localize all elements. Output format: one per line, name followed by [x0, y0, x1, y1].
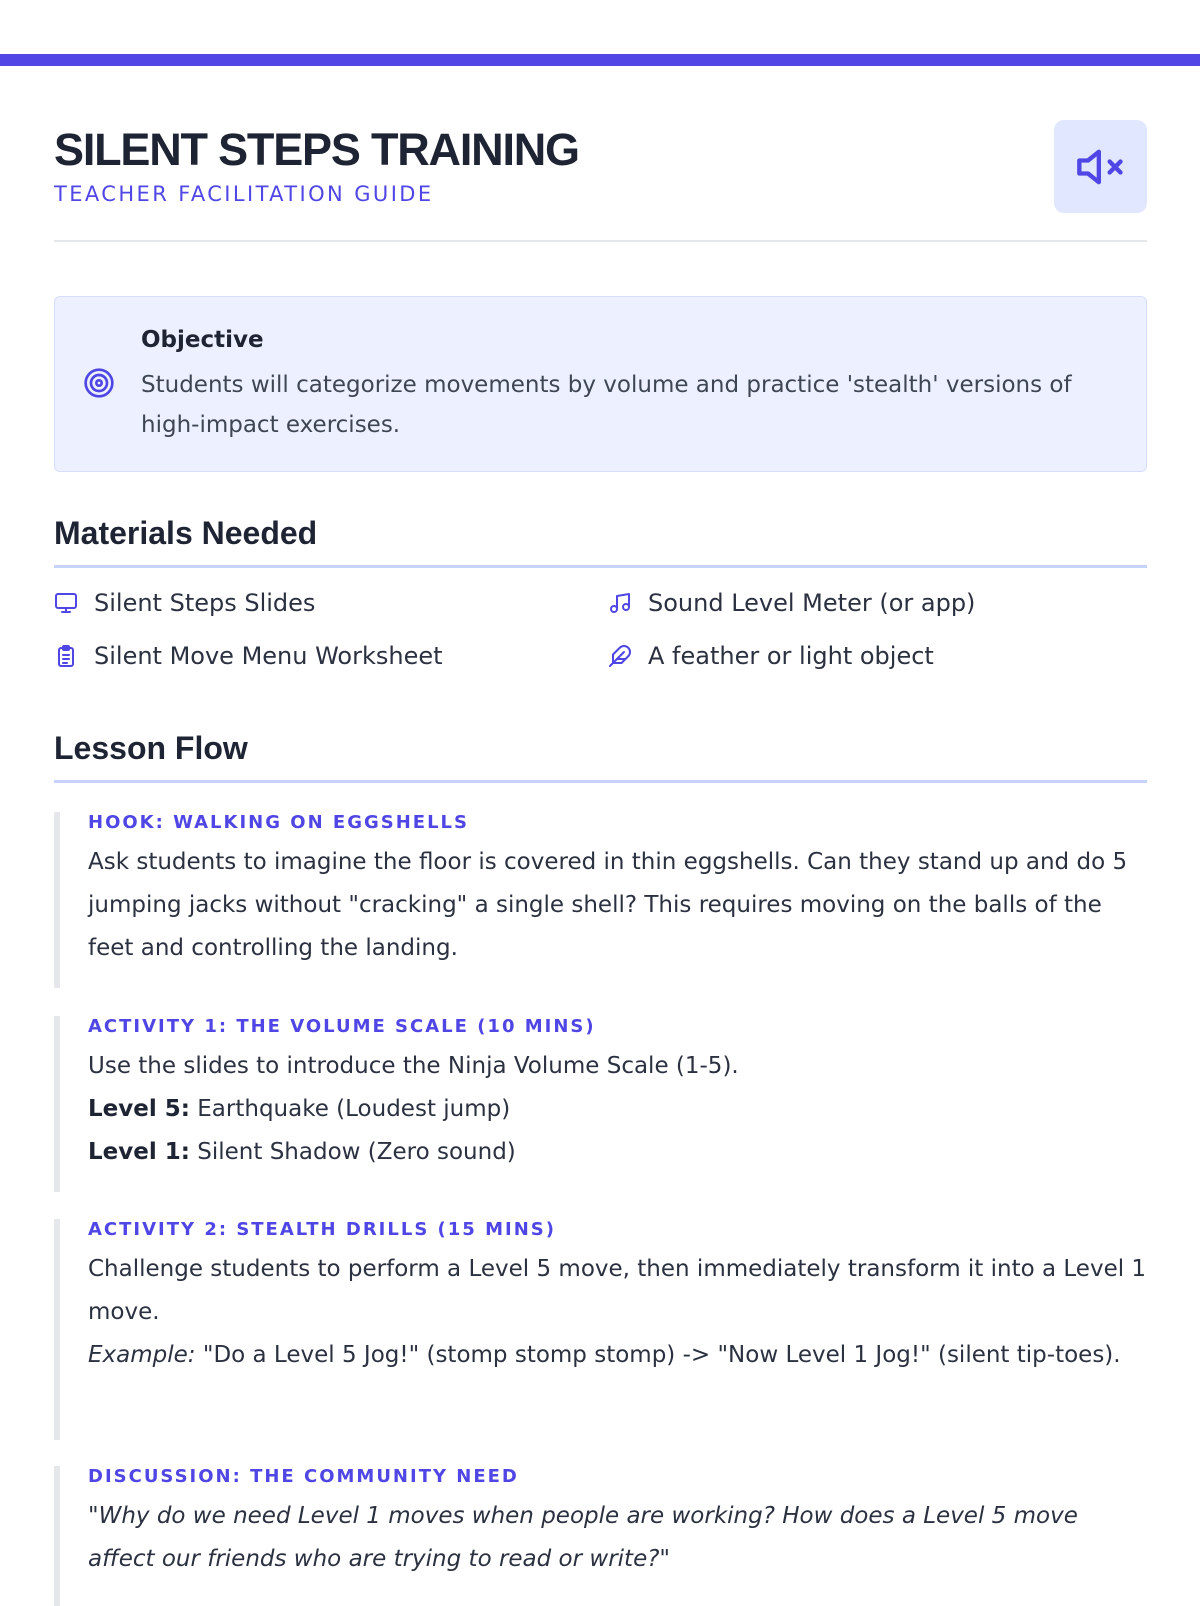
example-label: Example: — [88, 1342, 196, 1368]
volume-mute-icon — [1075, 141, 1127, 193]
discussion-quote: "Why do we need Level 1 moves when people are working? How does a Level 5 move affect our friends who are trying to read or write?" — [88, 1503, 1078, 1572]
music-note-icon — [608, 591, 632, 615]
target-icon — [83, 367, 115, 399]
material-label: Silent Steps Slides — [94, 589, 316, 617]
step-hook — [54, 812, 1147, 988]
level-5-line — [88, 1088, 1147, 1131]
lesson-flow-heading: Lesson Flow — [54, 730, 1147, 783]
page-title: SILENT STEPS TRAINING — [54, 124, 579, 175]
level-1-text: Silent Shadow (Zero sound) — [197, 1139, 516, 1165]
guide-page — [54, 66, 1147, 1572]
page-subtitle: TEACHER FACILITATION GUIDE — [54, 182, 434, 206]
step-text — [88, 1248, 1147, 1377]
objective-title: Objective — [141, 327, 264, 353]
level-5-label: Level 5: — [88, 1096, 190, 1122]
page-header — [54, 66, 1147, 242]
objective-text: Students will categorize movements by volume and practice 'stealth' versions of high-impact exercises. — [141, 372, 1072, 438]
activity-text: Challenge students to perform a Level 5 move, then immediately transform it into a Level 1 move. — [88, 1256, 1147, 1325]
material-item-feather — [608, 642, 934, 670]
material-label: Sound Level Meter (or app) — [648, 589, 976, 617]
monitor-icon — [54, 591, 78, 615]
level-1-label: Level 1: — [88, 1139, 190, 1165]
objective-card — [54, 296, 1147, 472]
material-item-slides — [54, 589, 315, 617]
step-text: Ask students to imagine the floor is covered in thin eggshells. Can they stand up and do 5 jumping jacks without "cracking" a single shell? This requires moving on the balls of the feet and controlling the landing. — [88, 849, 1128, 961]
step-text — [88, 1045, 1147, 1174]
materials-heading: Materials Needed — [54, 515, 1147, 568]
level-5-text: Earthquake (Loudest jump) — [197, 1096, 511, 1122]
step-activity-1 — [54, 1016, 1147, 1192]
activity-intro: Use the slides to introduce the Ninja Volume Scale (1-5). — [88, 1053, 739, 1079]
step-label: ACTIVITY 2: STEALTH DRILLS (15 MINS) — [88, 1219, 556, 1240]
step-activity-2 — [54, 1219, 1147, 1440]
step-label: DISCUSSION: THE COMMUNITY NEED — [88, 1466, 519, 1487]
mute-button[interactable] — [1054, 120, 1147, 213]
example-text: "Do a Level 5 Jog!" (stomp stomp stomp) -> "Now Level 1 Jog!" (silent tip-toes). — [202, 1342, 1121, 1368]
step-label: ACTIVITY 1: THE VOLUME SCALE (10 MINS) — [88, 1016, 596, 1037]
step-discussion — [54, 1466, 1147, 1606]
material-label: Silent Move Menu Worksheet — [94, 642, 443, 670]
level-1-line — [88, 1131, 1147, 1174]
material-item-worksheet — [54, 642, 443, 670]
top-accent-bar — [0, 54, 1200, 66]
clipboard-icon — [54, 644, 78, 668]
example-line — [88, 1334, 1147, 1377]
step-label: HOOK: WALKING ON EGGSHELLS — [88, 812, 469, 833]
feather-icon — [608, 644, 632, 668]
material-label: A feather or light object — [648, 642, 934, 670]
material-item-sound-meter — [608, 589, 975, 617]
